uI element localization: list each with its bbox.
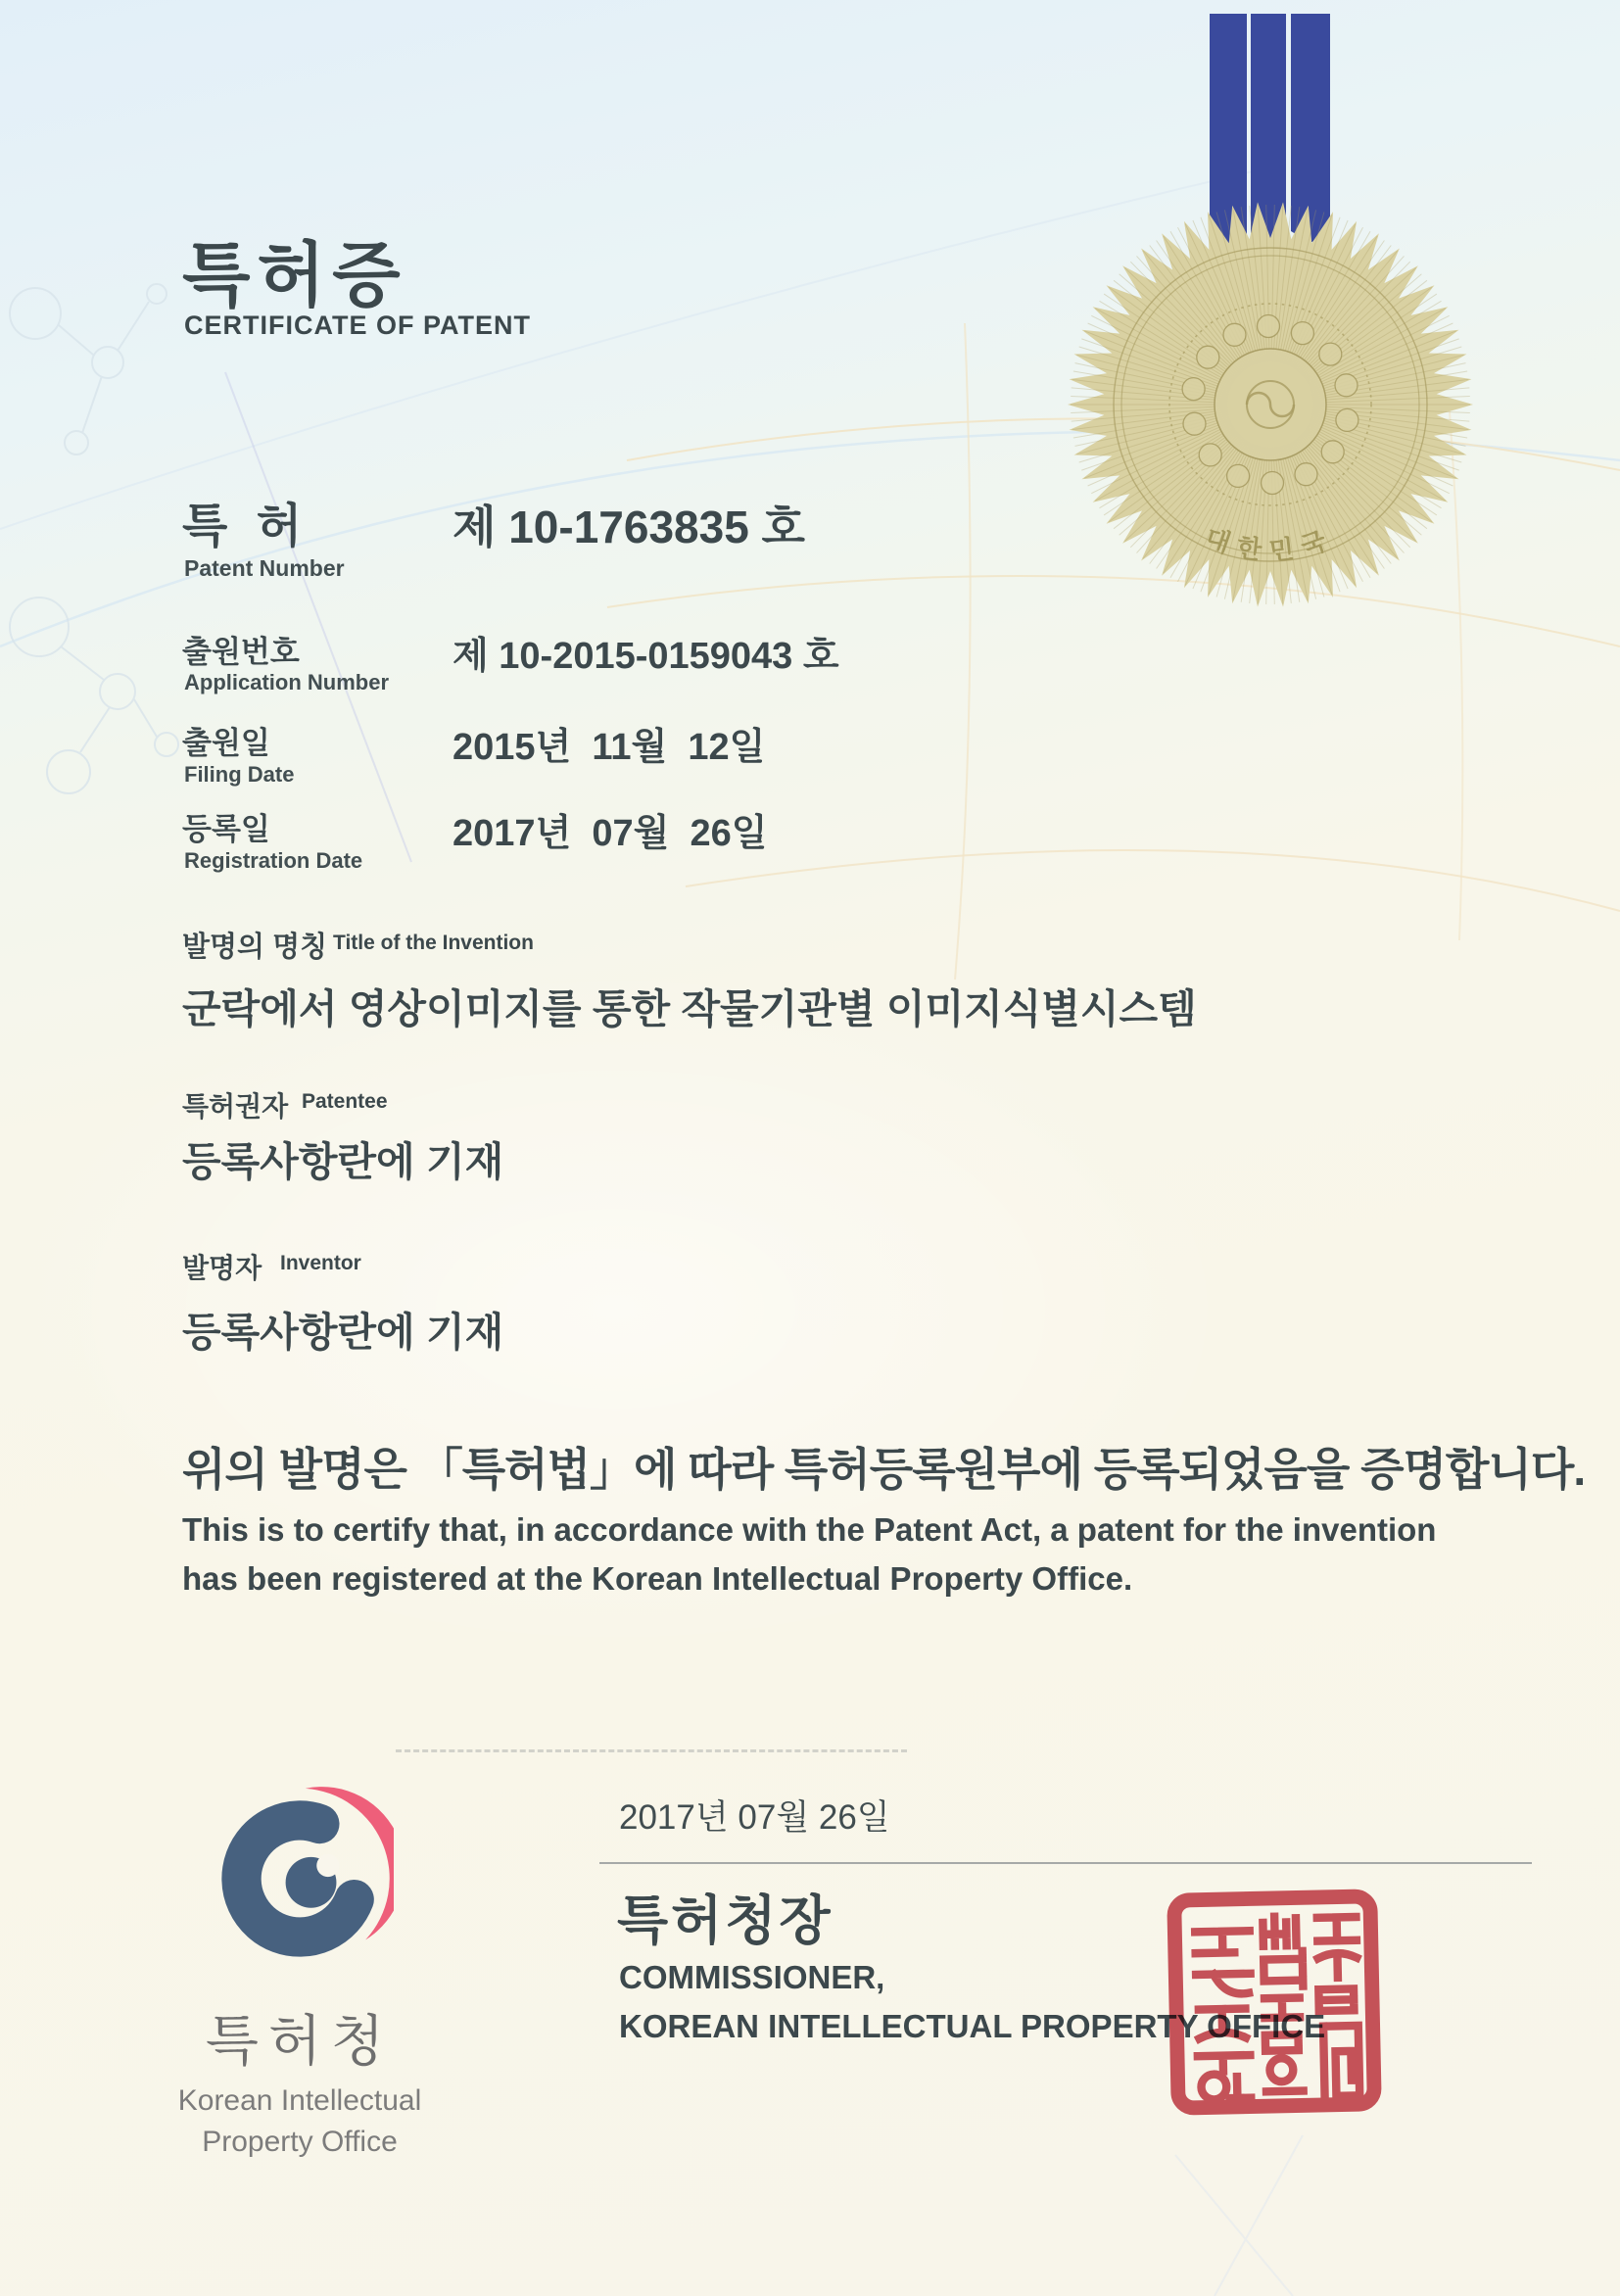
signature-rule <box>599 1862 1532 1864</box>
application-number-value: 제 10-2015-0159043 호 <box>453 636 839 677</box>
patentee-label-ko: 특허권자 <box>182 1091 289 1122</box>
patent-number-label-en: Patent Number <box>184 555 345 581</box>
certificate-title-en: CERTIFICATE OF PATENT <box>184 311 531 340</box>
patent-number-value: 제 10-1763835 호 <box>453 502 805 552</box>
logo-white-notch <box>316 1854 339 1877</box>
registration-date-label-ko: 등록일 <box>182 812 270 846</box>
application-number-label-ko: 출원번호 <box>182 635 300 669</box>
inventor-label-en: Inventor <box>280 1252 361 1274</box>
invention-title-value: 군락에서 영상이미지를 통한 작물기관별 이미지식별시스템 <box>182 986 1197 1031</box>
registration-date-label-en: Registration Date <box>184 848 363 873</box>
certificate-title-ko: 특허증 <box>182 237 407 315</box>
invention-title-label-en: Title of the Invention <box>333 932 534 954</box>
inventor-value: 등록사항란에 기재 <box>182 1310 504 1355</box>
gold-medal-seal <box>1063 197 1478 612</box>
perforation-dash-line <box>396 1749 907 1752</box>
registration-date-value: 2017년 07월 26일 <box>453 813 768 854</box>
medal-taegeuk-icon <box>1215 349 1326 460</box>
commissioner-title-ko: 특허청장 <box>617 1891 834 1950</box>
filing-date-value: 2015년 11월 12일 <box>453 727 766 768</box>
commissioner-seal-stamp <box>1166 1887 1384 2119</box>
certification-statement-en-line1: This is to certify that, in accordance with the Patent Act, a patent for the invention <box>182 1511 1437 1548</box>
issue-date: 2017년 07월 26일 <box>619 1798 890 1837</box>
commissioner-title-en-line2: KOREAN INTELLECTUAL PROPERTY OFFICE <box>619 2008 1326 2044</box>
medal-country-text: 대한민국 <box>1201 522 1340 566</box>
agency-name-en-line1: Korean Intellectual <box>177 2084 422 2117</box>
filing-date-label-en: Filing Date <box>184 762 295 787</box>
application-number-label-en: Application Number <box>184 670 390 694</box>
molecule-pattern-icon <box>10 284 178 793</box>
filing-date-label-ko: 출원일 <box>182 726 270 760</box>
inventor-label-ko: 발명자 <box>182 1253 262 1283</box>
patentee-value: 등록사항란에 기재 <box>182 1139 504 1184</box>
agency-name-ko: 특허청 <box>205 2010 395 2072</box>
patentee-label-en: Patentee <box>302 1090 388 1113</box>
kipo-logo-icon <box>206 1785 394 1973</box>
certification-statement-en-line2: has been registered at the Korean Intellectual Property Office. <box>182 1560 1133 1597</box>
commissioner-title-en-line1: COMMISSIONER, <box>619 1959 885 1995</box>
agency-name-en-line2: Property Office <box>202 2126 398 2158</box>
invention-title-label-ko: 발명의 명칭 <box>182 932 328 963</box>
patent-number-label-ko: 특 허 <box>182 501 310 552</box>
certification-statement-ko: 위의 발명은 「특허법」에 따라 특허등록원부에 등록되었음을 증명합니다. <box>182 1444 1586 1495</box>
